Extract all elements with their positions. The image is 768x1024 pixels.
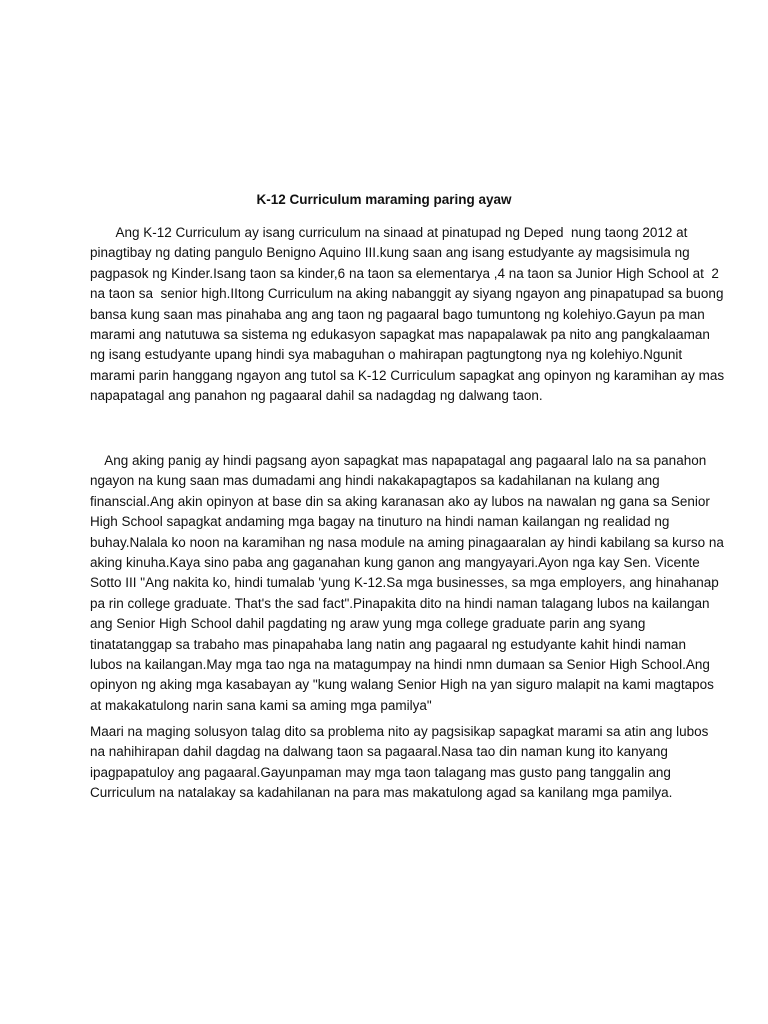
text-line: marami ang natutuwa sa sistema ng edukasyon sapagkat mas napapalawak pa nito ang pangkalaaman — [90, 327, 710, 343]
document-title: K-12 Curriculum maraming paring ayaw — [256, 192, 512, 207]
text-line: ipagpapatuloy ang pagaaral.Gayunpaman may mga taon talagang mas gusto pang tanggalin ang — [90, 764, 671, 780]
text-line: ng isang estudyante upang hindi sya mabaguhan o mahirapan pagtungtong nya ng kolehiyo.Ngunit — [90, 347, 683, 363]
text-line: High School sapagkat andaming mga bagay na tinuturo na hindi naman kailangan ng realidad ng — [90, 514, 670, 530]
text-line: Ang aking panig ay hindi pagsang ayon sapagkat mas napapatagal ang pagaaral lalo na sa panahon — [90, 453, 707, 468]
paragraph-intro — [90, 223, 725, 407]
text-line: ang Senior High School dahil pagdating ng araw yung mga college graduate parin ang syang — [90, 616, 646, 632]
text-line: buhay.Nalala ko noon na karamihan ng nasa module na aming pinagaaralan ay hindi kabilang sa kurso na — [90, 534, 724, 550]
text-line: napapatagal ang panahon ng pagaaral dahil sa nadagdag ng dalwang taon. — [90, 388, 543, 404]
text-line: marami parin hanggang ngayon ang tutol sa K-12 Curriculum sapagkat ang opinyon ng karamihan ay mas — [90, 367, 725, 383]
text-line: aking kinuha.Kaya sino paba ang gaganahan kung ganon ang mangyayari.Ayon nga kay Sen. Vicente — [90, 555, 700, 571]
text-line: Curriculum na natalakay sa kadahilanan na para mas makatulong agad sa kanilang mga pamilya. — [90, 785, 673, 801]
text-line: na taon sa senior high.IItong Curriculum na aking nabanggit ay siyang ngayon ang pinapatupad sa buong — [90, 286, 724, 302]
text-line: at makakatulong narin sana kami sa aming mga pamilya" — [90, 697, 432, 713]
text-line: pa rin college graduate. That's the sad fact".Pinapakita dito na hindi naman talagang lubos na kailangan — [90, 595, 710, 611]
text-line: finanscial.Ang akin opinyon at base din sa aking karanasan ako ay lubos na nawalan ng gana sa Senior — [90, 493, 710, 509]
text-line: lubos na kailangan.May mga tao nga na matagumpay na hindi nmn dumaan sa Senior High School.Ang — [90, 657, 710, 673]
text-line: opinyon ng aking mga kasabayan ay "kung walang Senior High na yan siguro malapit na kami magtapos — [90, 677, 714, 693]
paragraph-opinion — [90, 451, 724, 716]
text-line: Maari na maging solusyon talag dito sa problema nito ay pagsisikap sapagkat marami sa atin ang lubos — [90, 724, 709, 739]
text-line: pinagtibay ng dating pangulo Benigno Aquino III.kung saan ang isang estudyante ay magsisimula ng — [90, 245, 690, 261]
text-line: pagpasok ng Kinder.Isang taon sa kinder,6 na taon sa elementarya ,4 na taon sa Junior High School at 2 — [90, 265, 719, 281]
paragraph-solution — [90, 722, 709, 804]
text-line: bansa kung saan mas pinahaba ang ang taon ng pagaaral bago tumuntong ng kolehiyo.Gayun pa man — [90, 306, 705, 322]
text-line: Ang K-12 Curriculum ay isang curriculum na sinaad at pinatupad ng Deped nung taong 2012 at — [90, 225, 688, 240]
text-line: Sotto III "Ang nakita ko, hindi tumalab 'yung K-12.Sa mga businesses, sa mga employers, ang hinahanap — [90, 575, 719, 591]
text-line: na nahihirapan dahil dagdag na dalwang taon sa pagaaral.Nasa tao din naman kung ito kanyang — [90, 744, 668, 760]
text-line: ngayon na kung saan mas dumadami ang hindi nakakapagtapos sa kadahilanan na kulang ang — [90, 473, 660, 489]
text-line: tinatatanggap sa trabaho mas pinapahaba lang natin ang pagaaral ng estudyante kahit hindi naman — [90, 636, 686, 652]
